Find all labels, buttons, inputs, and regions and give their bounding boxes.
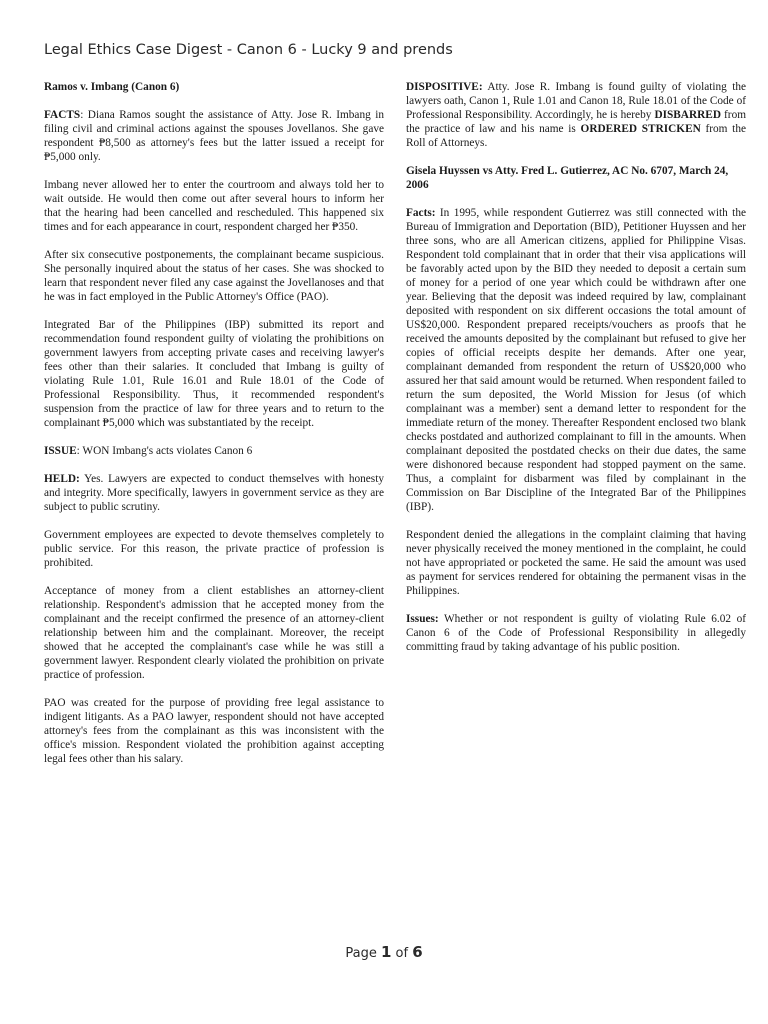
issue-label: ISSUE [44, 445, 77, 457]
issues-paragraph [406, 612, 746, 654]
held-paragraph [44, 472, 384, 514]
facts-label: FACTS [44, 109, 81, 121]
paragraph-respondent-denied: Respondent denied the allegations in the complaint claiming that having never physically received the money mentioned in the complaint, he could not have appropriated or pocketed the same. He said the amount was used as payment for services rendered for obtaining the permanent visas in the Philippines. [406, 529, 746, 597]
paragraph-pao: PAO was created for the purpose of providing free legal assistance to indigent litigants. As a PAO lawyer, respondent should not have accepted attorney's fees from the complainant as this was inconsistent with the office's mission. Respondent violated the prohibition against accepting legal fees other than his salary. [44, 697, 384, 765]
case1-title: Ramos v. Imbang (Canon 6) [44, 81, 180, 93]
dispositive-text-1: Atty. Jose R. Imbang is found guilty of violating the lawyers oath, Canon 1, Rule 1.01 and Canon 18, Rule 18.01 of the Code of Professional Responsibility. Accordingly, he is hereby [406, 81, 746, 121]
paragraph-postponements: After six consecutive postponements, the complainant became suspicious. She personally inquired about the status of her cases. She was shocked to learn that respondent never filed any case against the Jovellanoses and that he was in fact employed in the Public Attorney's Office (PAO). [44, 249, 384, 303]
issue-text: : WON Imbang's acts violates Canon 6 [76, 445, 253, 457]
case2-title: Gisela Huyssen vs Atty. Fred L. Gutierrez, AC No. 6707, March 24, 2006 [406, 165, 729, 191]
document-header: Legal Ethics Case Digest - Canon 6 - Lucky 9 and prends [44, 42, 453, 58]
paragraph-acceptance-of-money: Acceptance of money from a client establishes an attorney-client relationship. Respondent's admission that he accepted money from the complainant and the receipt confirmed the presence of an attorney-client relationship between him and the complainant. Moreover, the receipt showed that he accepted the complainant's case while he was still a government lawyer. Respondent clearly violated the prohibition on private practice of profession. [44, 585, 384, 681]
of-word: of [395, 946, 409, 961]
page-word: Page [345, 946, 377, 961]
dispositive-paragraph [406, 80, 746, 150]
huyssen-facts-text: In 1995, while respondent Gutierrez was still connected with the Bureau of Immigration and Deportation (BID), Petitioner Huyssen and her three sons, who are all American citizens, applied for Philippine Visas. Respondent told complainant that in order that their visa applications will be favorably acted upon by the BID they needed to deposit a certain sum of money for a period of one year which could be withdrawn after one year. Believing that the deposit was indeed required by law, complainant deposited with respondent on six different occasions the total amount of US$20,000. Respondent prepared receipts/vouchers as proofs that he received the amounts deposited by the complainant but refused to give her copies of official receipts despite her demands. After one year, complainant demanded from respondent the return of US$20,000 who assured her that said amount would be returned. When respondent failed to return the sum deposited, the World Mission for Jesus (of which complainant was a member) sent a demand letter to respondent for the immediate return of the money. Thereafter Respondent enclosed two blank checks postdated and authorized complainant to fill in the amounts. When complainant deposited the postdated checks on their due dates, the same were dishonored because respondent had stopped payment on the same. Thus, a complaint for disbarment was filed by complainant in the Commission on Bar Discipline of the Integrated Bar of the Philippines (IBP). [406, 207, 746, 513]
facts-text: : Diana Ramos sought the assistance of Atty. Jose R. Imbang in filing civil and criminal actions against the spouses Jovellanos. She gave respondent ₱8,500 as attorney's fees but the latter issued a receipt for ₱5,000 only. [44, 109, 384, 163]
facts-paragraph [44, 108, 384, 164]
huyssen-facts-paragraph [406, 206, 746, 514]
disbarred-emphasis: DISBARRED [654, 109, 721, 121]
dispositive-text-2: from the practice of law and his name is [406, 109, 747, 135]
paragraph-ibp-report: Integrated Bar of the Philippines (IBP) submitted its report and recommendation found respondent guilty of violating the prohibitions on government lawyers from accepting private cases and receiving lawyer's fees other than their salaries. It concluded that Imbang is guilty of violating Rule 1.01, Rule 16.01 and Rule 18.01 of the Code of Professional Responsibility. Thus, it recommended respondent's suspension from the practice of law for three years and to return to the complainant ₱5,000 which was substantiated by the receipt. [44, 319, 384, 429]
issue-paragraph [44, 444, 384, 458]
page-footer [0, 943, 768, 961]
huyssen-facts-label: Facts: [406, 207, 436, 219]
held-text: Yes. Lawyers are expected to conduct themselves with honesty and integrity. More specifically, lawyers in government service as they are subject to public scrutiny. [44, 473, 384, 513]
page-number: 1 [380, 943, 392, 961]
ordered-stricken-emphasis: ORDERED STRICKEN [580, 123, 701, 135]
left-column [44, 80, 384, 780]
dispositive-text-3: from the Roll of Attorneys. [406, 123, 746, 149]
issues-label: Issues: [406, 613, 439, 625]
paragraph-courtroom: Imbang never allowed her to enter the courtroom and always told her to wait outside. He would then come out after several hours to inform her that the hearing had been cancelled and rescheduled. This happened six times and for each appearance in court, respondent charged her ₱350. [44, 179, 384, 233]
dispositive-label: DISPOSITIVE: [406, 81, 483, 93]
right-column [406, 80, 746, 668]
held-label: HELD: [44, 473, 80, 485]
paragraph-government-employees: Government employees are expected to devote themselves completely to public service. For this reason, the private practice of profession is prohibited. [44, 529, 384, 569]
issues-text: Whether or not respondent is guilty of violating Rule 6.02 of Canon 6 of the Code of Professional Responsibility in allegedly committing fraud by taking advantage of his public position. [406, 613, 746, 653]
page-total: 6 [412, 943, 423, 961]
